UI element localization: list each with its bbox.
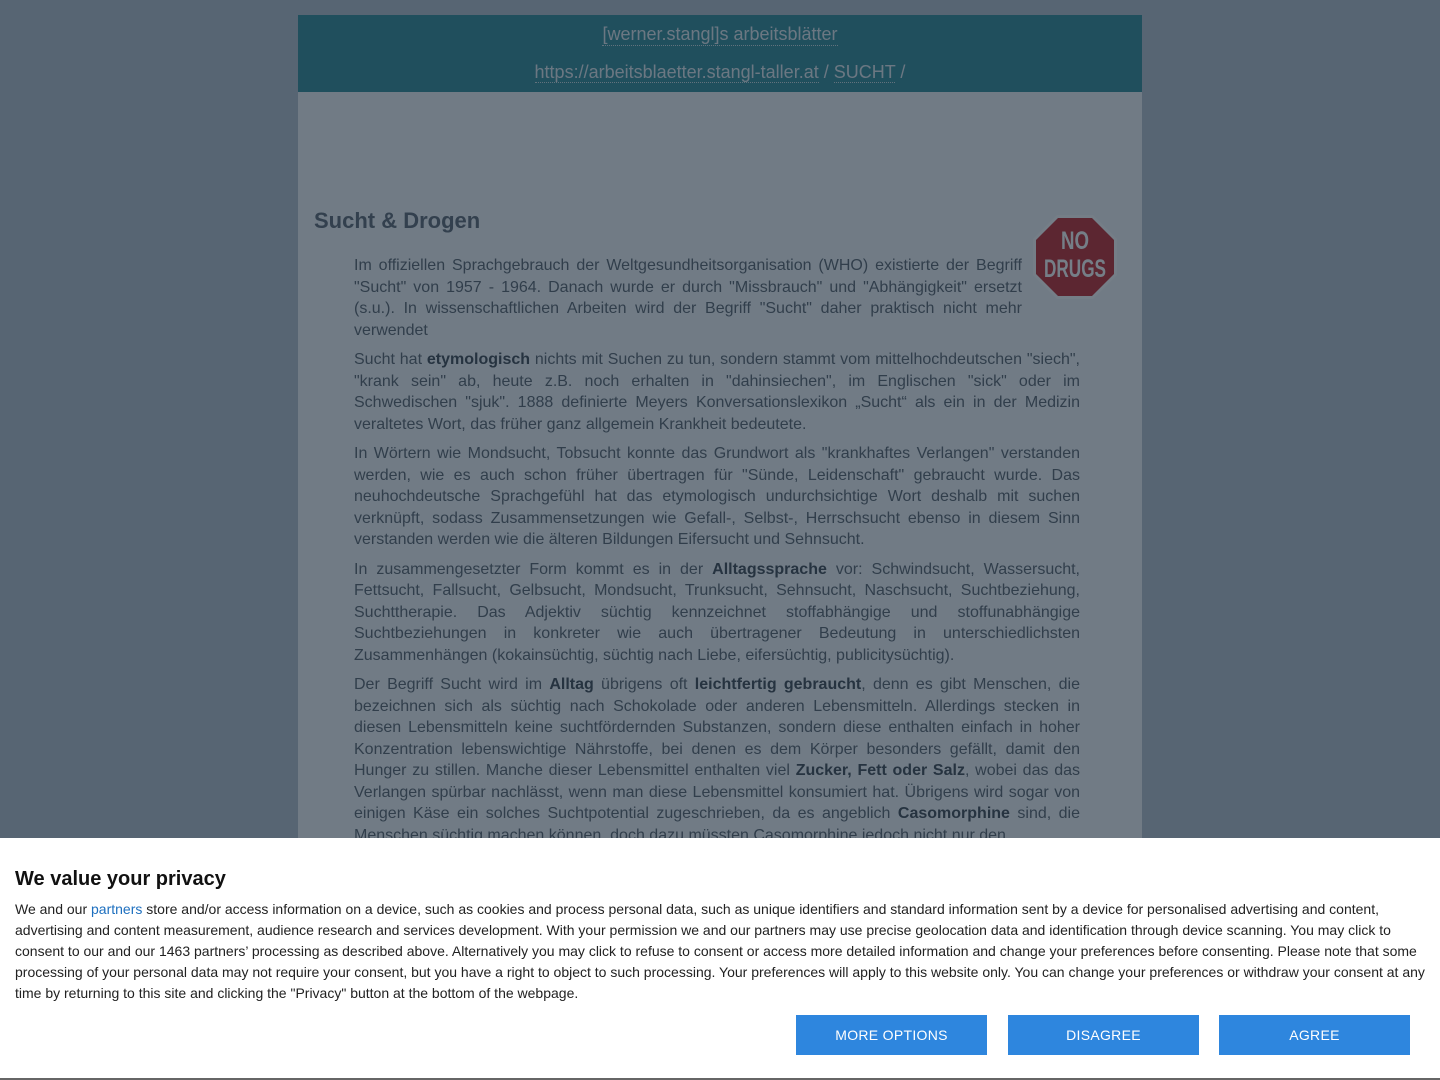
consent-title: We value your privacy bbox=[15, 868, 226, 890]
consent-text bbox=[15, 899, 1427, 1004]
cookie-consent-banner bbox=[0, 838, 1440, 1080]
consent-text-after: store and/or access information on a device, such as cookies and process personal data, such as unique identifiers and standard information sent by a device for personalised advertising and content, advertising and content measurement, audience research and services development. With your permission we and our partners may use precise geolocation data and identification through device scanning. You may click to consent to our and our 1463 partners’ processing as described above. Alternatively you may click to refuse to consent or access more detailed information and change your preferences before consenting. Please note that some processing of your personal data may not require your consent, but you have a right to object to such processing. Your preferences will apply to this website only. You can change your preferences or withdraw your consent at any time by returning to this site and clicking the "Privacy" button at the bottom of the webpage. bbox=[15, 901, 1425, 1001]
consent-text-before: We and our bbox=[15, 901, 92, 917]
more-options-button[interactable]: MORE OPTIONS bbox=[796, 1015, 987, 1055]
agree-button[interactable]: AGREE bbox=[1219, 1015, 1410, 1055]
disagree-button[interactable]: DISAGREE bbox=[1008, 1015, 1199, 1055]
partners-link[interactable]: partners bbox=[91, 901, 143, 917]
